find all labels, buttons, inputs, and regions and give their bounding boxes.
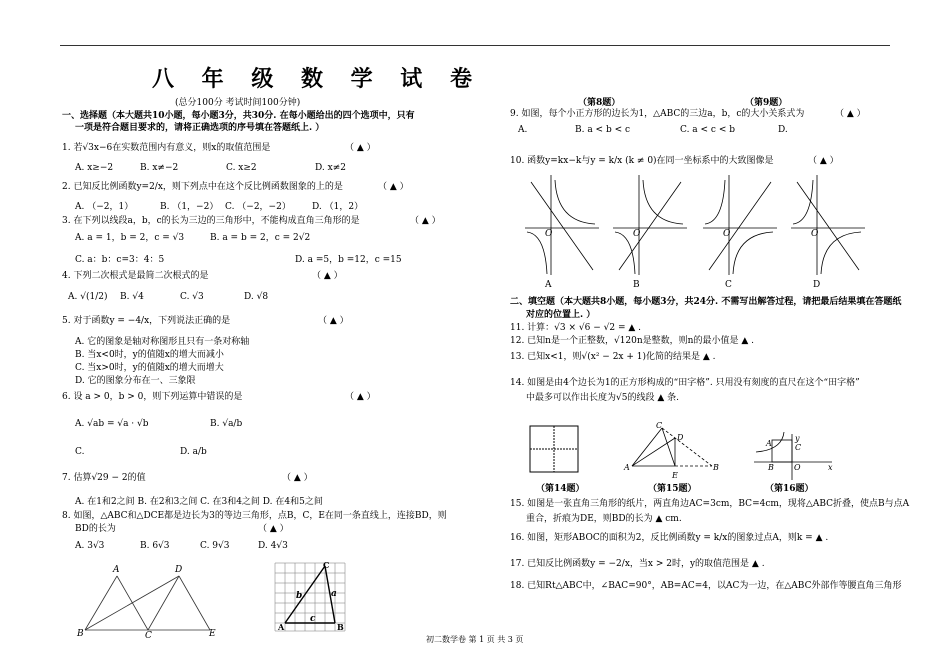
q5-option-a: A. 它的图象是轴对称图形且只有一条对称轴	[75, 337, 250, 347]
fig16-label-x: x	[828, 463, 833, 472]
q2-option-c: C. （−2，−2）	[225, 202, 291, 212]
q1-mark: （ ▲ ）	[345, 143, 376, 153]
q10-origin-c: O	[723, 229, 731, 239]
fig15-label-a: A	[624, 463, 630, 472]
q4-option-b: B. √4	[120, 292, 144, 302]
fig16-label-o: O	[794, 463, 801, 472]
q9-option-c: C. a < c < b	[680, 125, 735, 135]
caption-fig9: （第9题）	[745, 98, 788, 108]
q2-mark: （ ▲ ）	[378, 182, 409, 192]
q10-label-a: A	[545, 280, 552, 290]
q7-mark: （ ▲ ）	[282, 473, 313, 483]
section2-heading2: 对应的位置上. ）	[526, 310, 596, 320]
fig15-label-e: E	[672, 471, 678, 480]
fig16-label-y: y	[795, 434, 800, 443]
q7-options: A. 在1和2之间 B. 在2和3之间 C. 在3和4之间 D. 在4和5之间	[75, 497, 323, 507]
q1-option-a: A. x≥−2	[75, 163, 114, 173]
fig8-label-e: E	[209, 629, 216, 639]
q10-graphs	[515, 170, 865, 290]
q4-option-d: D. √8	[244, 292, 269, 302]
q3-option-d: D. a =5，b =12，c =15	[295, 255, 402, 265]
q10-label-b: B	[633, 280, 640, 290]
q15-line2: 重合，折痕为DE，则BD的长为 ▲ cm.	[526, 514, 682, 524]
q8-option-d: D. 4√3	[258, 541, 288, 551]
q2-stem: 2. 已知反比例函数y=2/x，则下列点中在这个反比例函数图象的上的是	[62, 182, 343, 192]
fig8-label-a: A	[113, 565, 120, 575]
q4-option-a: A. √(1/2)	[68, 292, 108, 302]
page-footer: 初二数学卷 第 1 页 共 3 页	[426, 635, 524, 644]
q10-origin-d: O	[811, 229, 819, 239]
q10-origin-b: O	[633, 229, 641, 239]
q10-mark: （ ▲ ）	[808, 156, 839, 166]
fig8-label-c: C	[145, 631, 152, 640]
q4-stem: 4. 下列二次根式是最简二次根式的是	[62, 271, 209, 281]
q17: 17. 已知反比例函数y = −2/x，当x > 2时，y的取值范围是 ▲ .	[510, 559, 765, 569]
section1-heading: 一、选择题（本大题共10小题，每小题3分，共30分. 在每小题给出的四个选项中，只有	[62, 111, 415, 121]
q11: 11. 计算：√3 × √6 − √2 = ▲ .	[510, 323, 641, 333]
q8-mark: （ ▲ ）	[258, 524, 289, 534]
q1-stem: 1. 若√3x−6在实数范围内有意义，则x的取值范围是	[62, 143, 271, 153]
fig16-label-c: C	[795, 443, 802, 452]
figure-8-triangles	[75, 562, 225, 640]
q3-mark: （ ▲ ）	[410, 216, 441, 226]
q9-option-a: A.	[518, 125, 528, 135]
q8-stem2: BD的长为	[75, 524, 116, 534]
q8-option-a: A. 3√3	[75, 541, 105, 551]
q6-option-b: B. √a/b	[210, 419, 243, 429]
caption-fig15: （第15题）	[648, 484, 697, 494]
q10-stem: 10. 函数y=kx−k与y = k/x (k ≠ 0)在同一坐标系中的大致图像是	[510, 156, 774, 166]
q8-option-c: C. 9√3	[200, 541, 230, 551]
q5-option-b: B. 当x<0时，y的值随x的增大而减小	[75, 350, 224, 360]
q6-mark: （ ▲ ）	[345, 392, 376, 402]
q3-stem: 3. 在下列以线段a，b，c的长为三边的三角形中，不能构成直角三角形的是	[62, 216, 360, 226]
q4-option-c: C. √3	[180, 292, 204, 302]
q5-option-d: D. 它的图象分布在一、三象限	[75, 376, 196, 386]
q16: 16. 如图，矩形ABOC的面积为2，反比例函数y = k/x的图象过点A，则k = ▲ .	[510, 533, 829, 543]
q4-mark: （ ▲ ）	[312, 271, 343, 281]
page-title: 八 年 级 数 学 试 卷	[152, 66, 482, 92]
q1-option-d: D. x≠2	[315, 163, 346, 173]
caption-fig8: （第8题）	[578, 98, 621, 108]
fig9-label-c-side: c	[310, 614, 316, 624]
q10-graph-d	[791, 175, 865, 275]
q10-graph-b	[613, 175, 687, 275]
q7-stem: 7. 估算√29 − 2的值	[62, 473, 146, 483]
q12: 12. 已知n是一个正整数，√120n是整数，则n的最小值是 ▲ .	[510, 336, 754, 346]
fig15-label-d: D	[677, 433, 684, 442]
fig9-label-b-side: b	[296, 591, 303, 601]
q15-line1: 15. 如图是一张直角三角形的纸片，两直角边AC=3cm，BC=4cm，现将△ABC折叠，使点B与点A	[510, 499, 910, 509]
fig9-label-a: A	[278, 622, 285, 632]
q9-option-b: B. a < b < c	[575, 125, 631, 135]
fig9-label-c: C	[323, 560, 330, 570]
q10-origin-a: O	[545, 229, 553, 239]
caption-fig14: （第14题）	[536, 484, 585, 494]
figure-14-grid	[528, 424, 583, 476]
fig9-label-b: B	[337, 622, 344, 632]
caption-fig16: （第16题）	[765, 484, 814, 494]
page-subtitle: (总分100分 考试时间100分钟)	[175, 98, 301, 108]
q13: 13. 已知x<1，则√(x² − 2x + 1)化简的结果是 ▲ .	[510, 352, 716, 362]
q3-option-c: C. a：b：c=3：4：5	[75, 255, 165, 265]
q6-stem: 6. 设 a > 0，b > 0，则下列运算中错误的是	[62, 392, 243, 402]
section2-heading: 二、填空题（本大题共8小题，每小题3分，共24分. 不需写出解答过程，请把最后结果填在答题纸	[510, 297, 902, 307]
q8-stem: 8. 如图，△ABC和△DCE都是边长为3的等边三角形，点B，C，E在同一条直线上，连接BD，则	[62, 511, 447, 521]
fig8-label-b: B	[77, 629, 84, 639]
q5-mark: （ ▲ ）	[318, 316, 349, 326]
section1-heading2: 一项是符合题目要求的，请将正确选项的序号填在答题纸上. ）	[75, 123, 325, 133]
q5-option-c: C. 当x>0时，y的值随x的增大而增大	[75, 363, 224, 373]
q14-line2: 中最多可以作出长度为√5的线段 ▲ 条.	[526, 393, 679, 403]
q3-option-b: B. a = b = 2，c = 2√2	[210, 233, 311, 243]
q18: 18. 已知Rt△ABC中，∠BAC=90°，AB=AC=4，以AC为一边，在△ABC外部作等腰直角三角形	[510, 581, 902, 591]
figure-16-rect-hyperbola	[752, 432, 837, 484]
fig16-label-a: A	[766, 439, 772, 448]
figure-15-fold	[622, 418, 722, 482]
fig15-label-b: B	[713, 463, 719, 472]
q10-graph-c	[703, 175, 777, 275]
figure-9-grid-triangle	[270, 558, 350, 636]
q5-stem: 5. 对于函数y = −4/x，下列说法正确的是	[62, 316, 231, 326]
q10-label-d: D	[813, 280, 821, 290]
q9-option-d: D.	[778, 125, 788, 135]
q8-option-b: B. 6√3	[140, 541, 170, 551]
q3-option-a: A. a = 1，b = 2，c = √3	[75, 233, 185, 243]
q9-mark: （ ▲ ）	[835, 109, 866, 119]
q6-option-a: A. √ab = √a · √b	[75, 419, 149, 429]
fig15-label-c: C	[656, 421, 663, 430]
q10-label-c: C	[725, 280, 732, 290]
q2-option-d: D. （1，2）	[312, 202, 364, 212]
q1-option-b: B. x≠−2	[140, 163, 179, 173]
q2-option-a: A. （−2，1）	[75, 202, 134, 212]
q2-option-b: B. （1，−2）	[160, 202, 219, 212]
fig8-label-d: D	[175, 565, 183, 575]
top-rule	[60, 45, 890, 46]
q10-graph-a	[525, 175, 599, 275]
q14-line1: 14. 如图是由4个边长为1的正方形构成的“田字格”. 只用没有刻度的直尺在这个“田字格”	[510, 378, 860, 388]
q9-stem: 9. 如图，每个小正方形的边长为1，△ABC的三边a，b，c的大小关系式为	[510, 109, 805, 119]
q1-option-c: C. x≥2	[226, 163, 257, 173]
fig16-label-b: B	[768, 463, 774, 472]
fig9-label-a-side: a	[331, 589, 337, 599]
q6-option-c: C.	[75, 447, 85, 457]
q6-option-d: D. a/b	[180, 447, 207, 457]
